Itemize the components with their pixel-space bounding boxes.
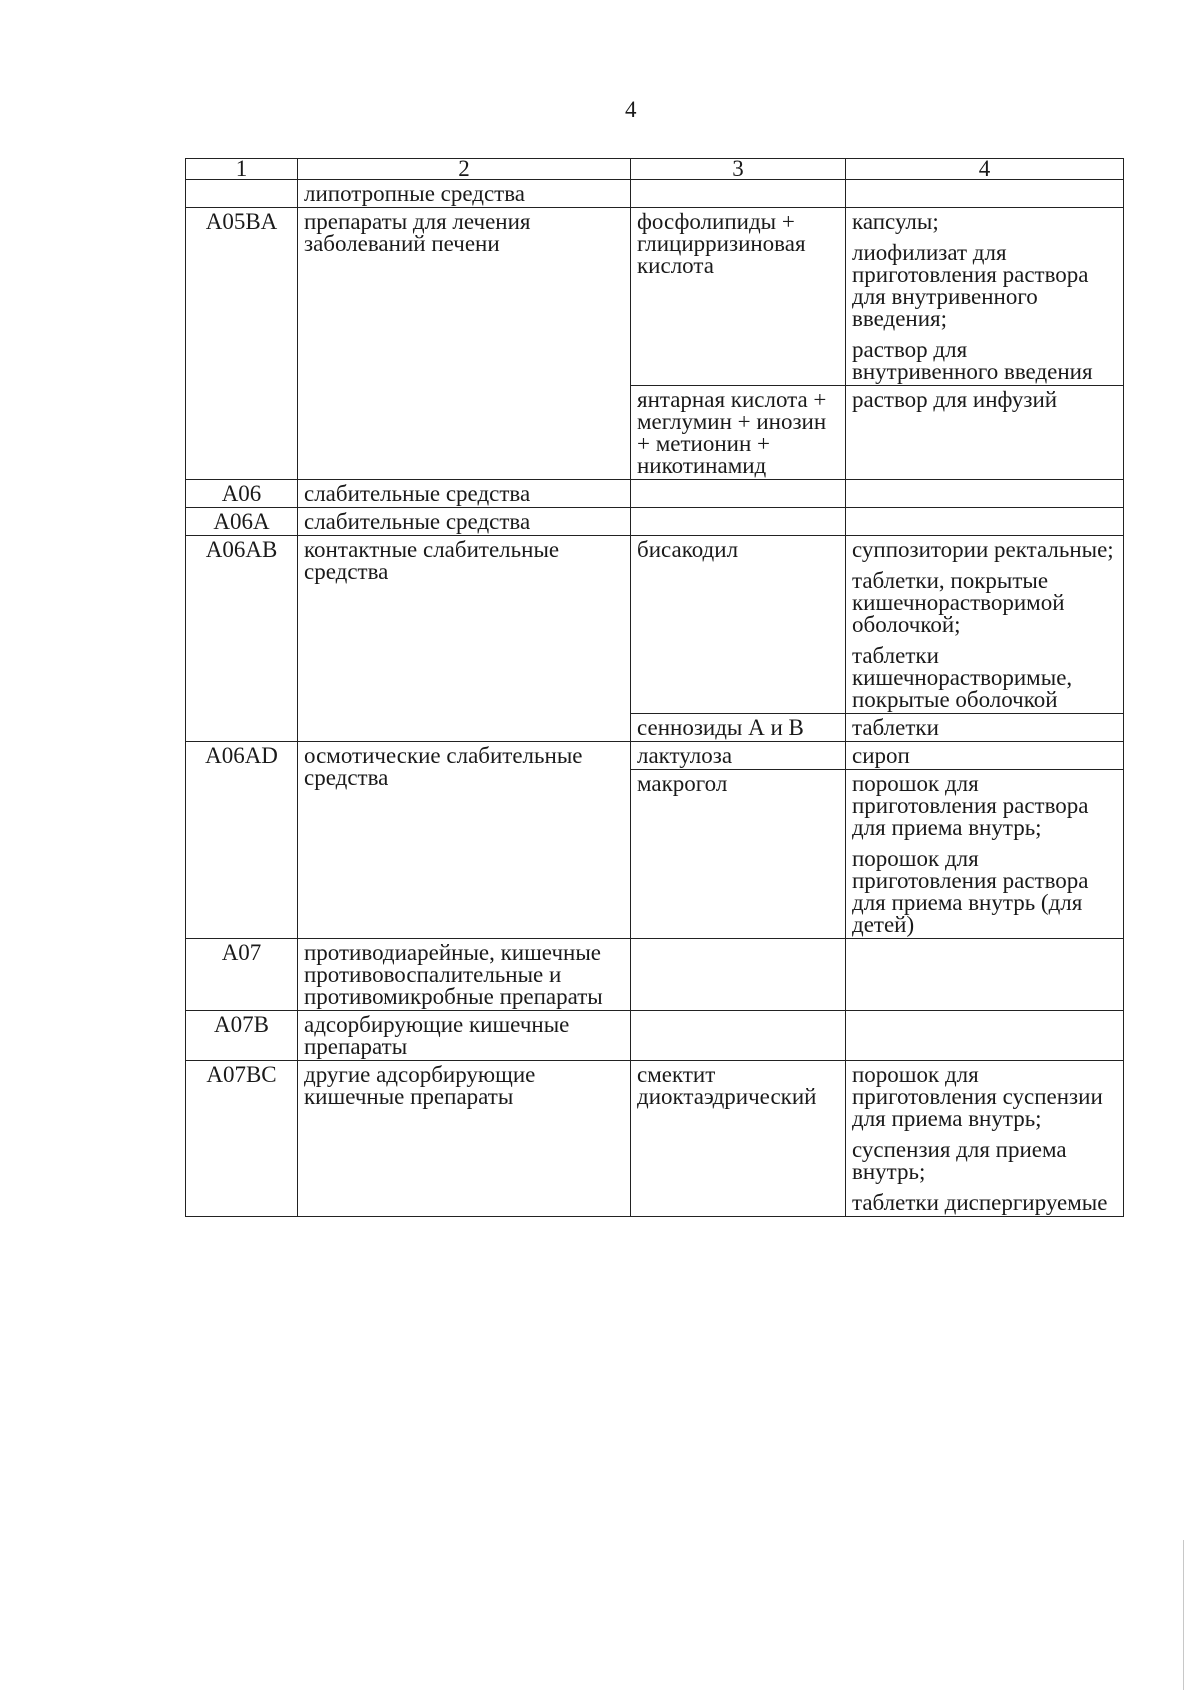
drug-name-cell <box>631 180 846 208</box>
atc-code-cell: A07B <box>186 1011 298 1061</box>
drug-name-cell <box>631 480 846 508</box>
drug-name-cell: макрогол <box>631 770 846 939</box>
group-name-cell: другие адсорбирующие кишечные препараты <box>298 1061 631 1217</box>
page-number: 4 <box>625 97 637 122</box>
dosage-form-cell <box>846 939 1124 1011</box>
drug-name-cell: бисакодил <box>631 536 846 714</box>
dosage-form: порошок для приготовления раствора для приема внутрь (для детей) <box>852 846 1089 937</box>
atc-code-cell <box>186 180 298 208</box>
table-row <box>186 180 1124 208</box>
drug-name-cell <box>631 508 846 536</box>
dosage-form-cell <box>846 536 1124 714</box>
drug-name-cell: янтарная кислота + меглумин + инозин + метионин + никотинамид <box>631 386 846 480</box>
dosage-form-cell <box>846 1011 1124 1061</box>
dosage-form: сироп <box>852 743 910 768</box>
column-header: 3 <box>631 159 846 180</box>
dosage-form: таблетки, покрытые кишечнорастворимой оболочкой; <box>852 568 1065 637</box>
dosage-form-cell <box>846 508 1124 536</box>
group-name-cell: осмотические слабительные средства <box>298 742 631 939</box>
group-name-cell: слабительные средства <box>298 508 631 536</box>
atc-code-cell: A07BC <box>186 1061 298 1217</box>
column-header: 1 <box>186 159 298 180</box>
atc-code-cell: A06AD <box>186 742 298 939</box>
group-name-cell: препараты для лечения заболеваний печени <box>298 208 631 480</box>
table-row <box>186 536 1124 714</box>
dosage-form: раствор для внутривенного введения <box>852 337 1093 384</box>
dosage-form-cell <box>846 1061 1124 1217</box>
table-row <box>186 480 1124 508</box>
dosage-form: порошок для приготовления раствора для приема внутрь; <box>852 771 1089 840</box>
header-row <box>186 159 1124 180</box>
dosage-form: лиофилизат для приготовления раствора для внутривенного введения; <box>852 240 1089 331</box>
table-row <box>186 939 1124 1011</box>
scan-artifact-line <box>1183 1540 1184 1690</box>
group-name-cell: противодиарейные, кишечные противовоспалительные и противомикробные препараты <box>298 939 631 1011</box>
dosage-form: суспензия для приема внутрь; <box>852 1137 1067 1184</box>
atc-code-cell: A07 <box>186 939 298 1011</box>
atc-code-cell: A06AB <box>186 536 298 742</box>
dosage-form-cell <box>846 742 1124 770</box>
drug-table <box>185 158 1124 1217</box>
column-header: 2 <box>298 159 631 180</box>
drug-name-cell: фосфолипиды + глицирризиновая кислота <box>631 208 846 386</box>
dosage-form: порошок для приготовления суспензии для приема внутрь; <box>852 1062 1103 1131</box>
group-name-cell: липотропные средства <box>298 180 631 208</box>
drug-name-cell: смектит диоктаэдрический <box>631 1061 846 1217</box>
dosage-form-cell <box>846 770 1124 939</box>
dosage-form: таблетки диспергируемые <box>852 1190 1108 1215</box>
column-header: 4 <box>846 159 1124 180</box>
table-row <box>186 208 1124 386</box>
dosage-form: раствор для инфузий <box>852 387 1058 412</box>
group-name-cell: контактные слабительные средства <box>298 536 631 742</box>
table-row <box>186 1061 1124 1217</box>
drug-name-cell <box>631 1011 846 1061</box>
dosage-form-cell <box>846 208 1124 386</box>
atc-code-cell: A06A <box>186 508 298 536</box>
dosage-form: капсулы; <box>852 209 939 234</box>
dosage-form-cell <box>846 386 1124 480</box>
dosage-form: таблетки <box>852 715 939 740</box>
drug-name-cell: сеннозиды А и В <box>631 714 846 742</box>
group-name-cell: слабительные средства <box>298 480 631 508</box>
table-row <box>186 742 1124 770</box>
dosage-form: таблетки кишечнорастворимые, покрытые оболочкой <box>852 643 1073 712</box>
dosage-form-cell <box>846 180 1124 208</box>
atc-code-cell: A06 <box>186 480 298 508</box>
dosage-form-cell <box>846 714 1124 742</box>
atc-code-cell: A05BA <box>186 208 298 480</box>
drug-name-cell: лактулоза <box>631 742 846 770</box>
table-row <box>186 508 1124 536</box>
drug-name-cell <box>631 939 846 1011</box>
table-row <box>186 1011 1124 1061</box>
group-name-cell: адсорбирующие кишечные препараты <box>298 1011 631 1061</box>
dosage-form-cell <box>846 480 1124 508</box>
dosage-form: суппозитории ректальные; <box>852 537 1114 562</box>
